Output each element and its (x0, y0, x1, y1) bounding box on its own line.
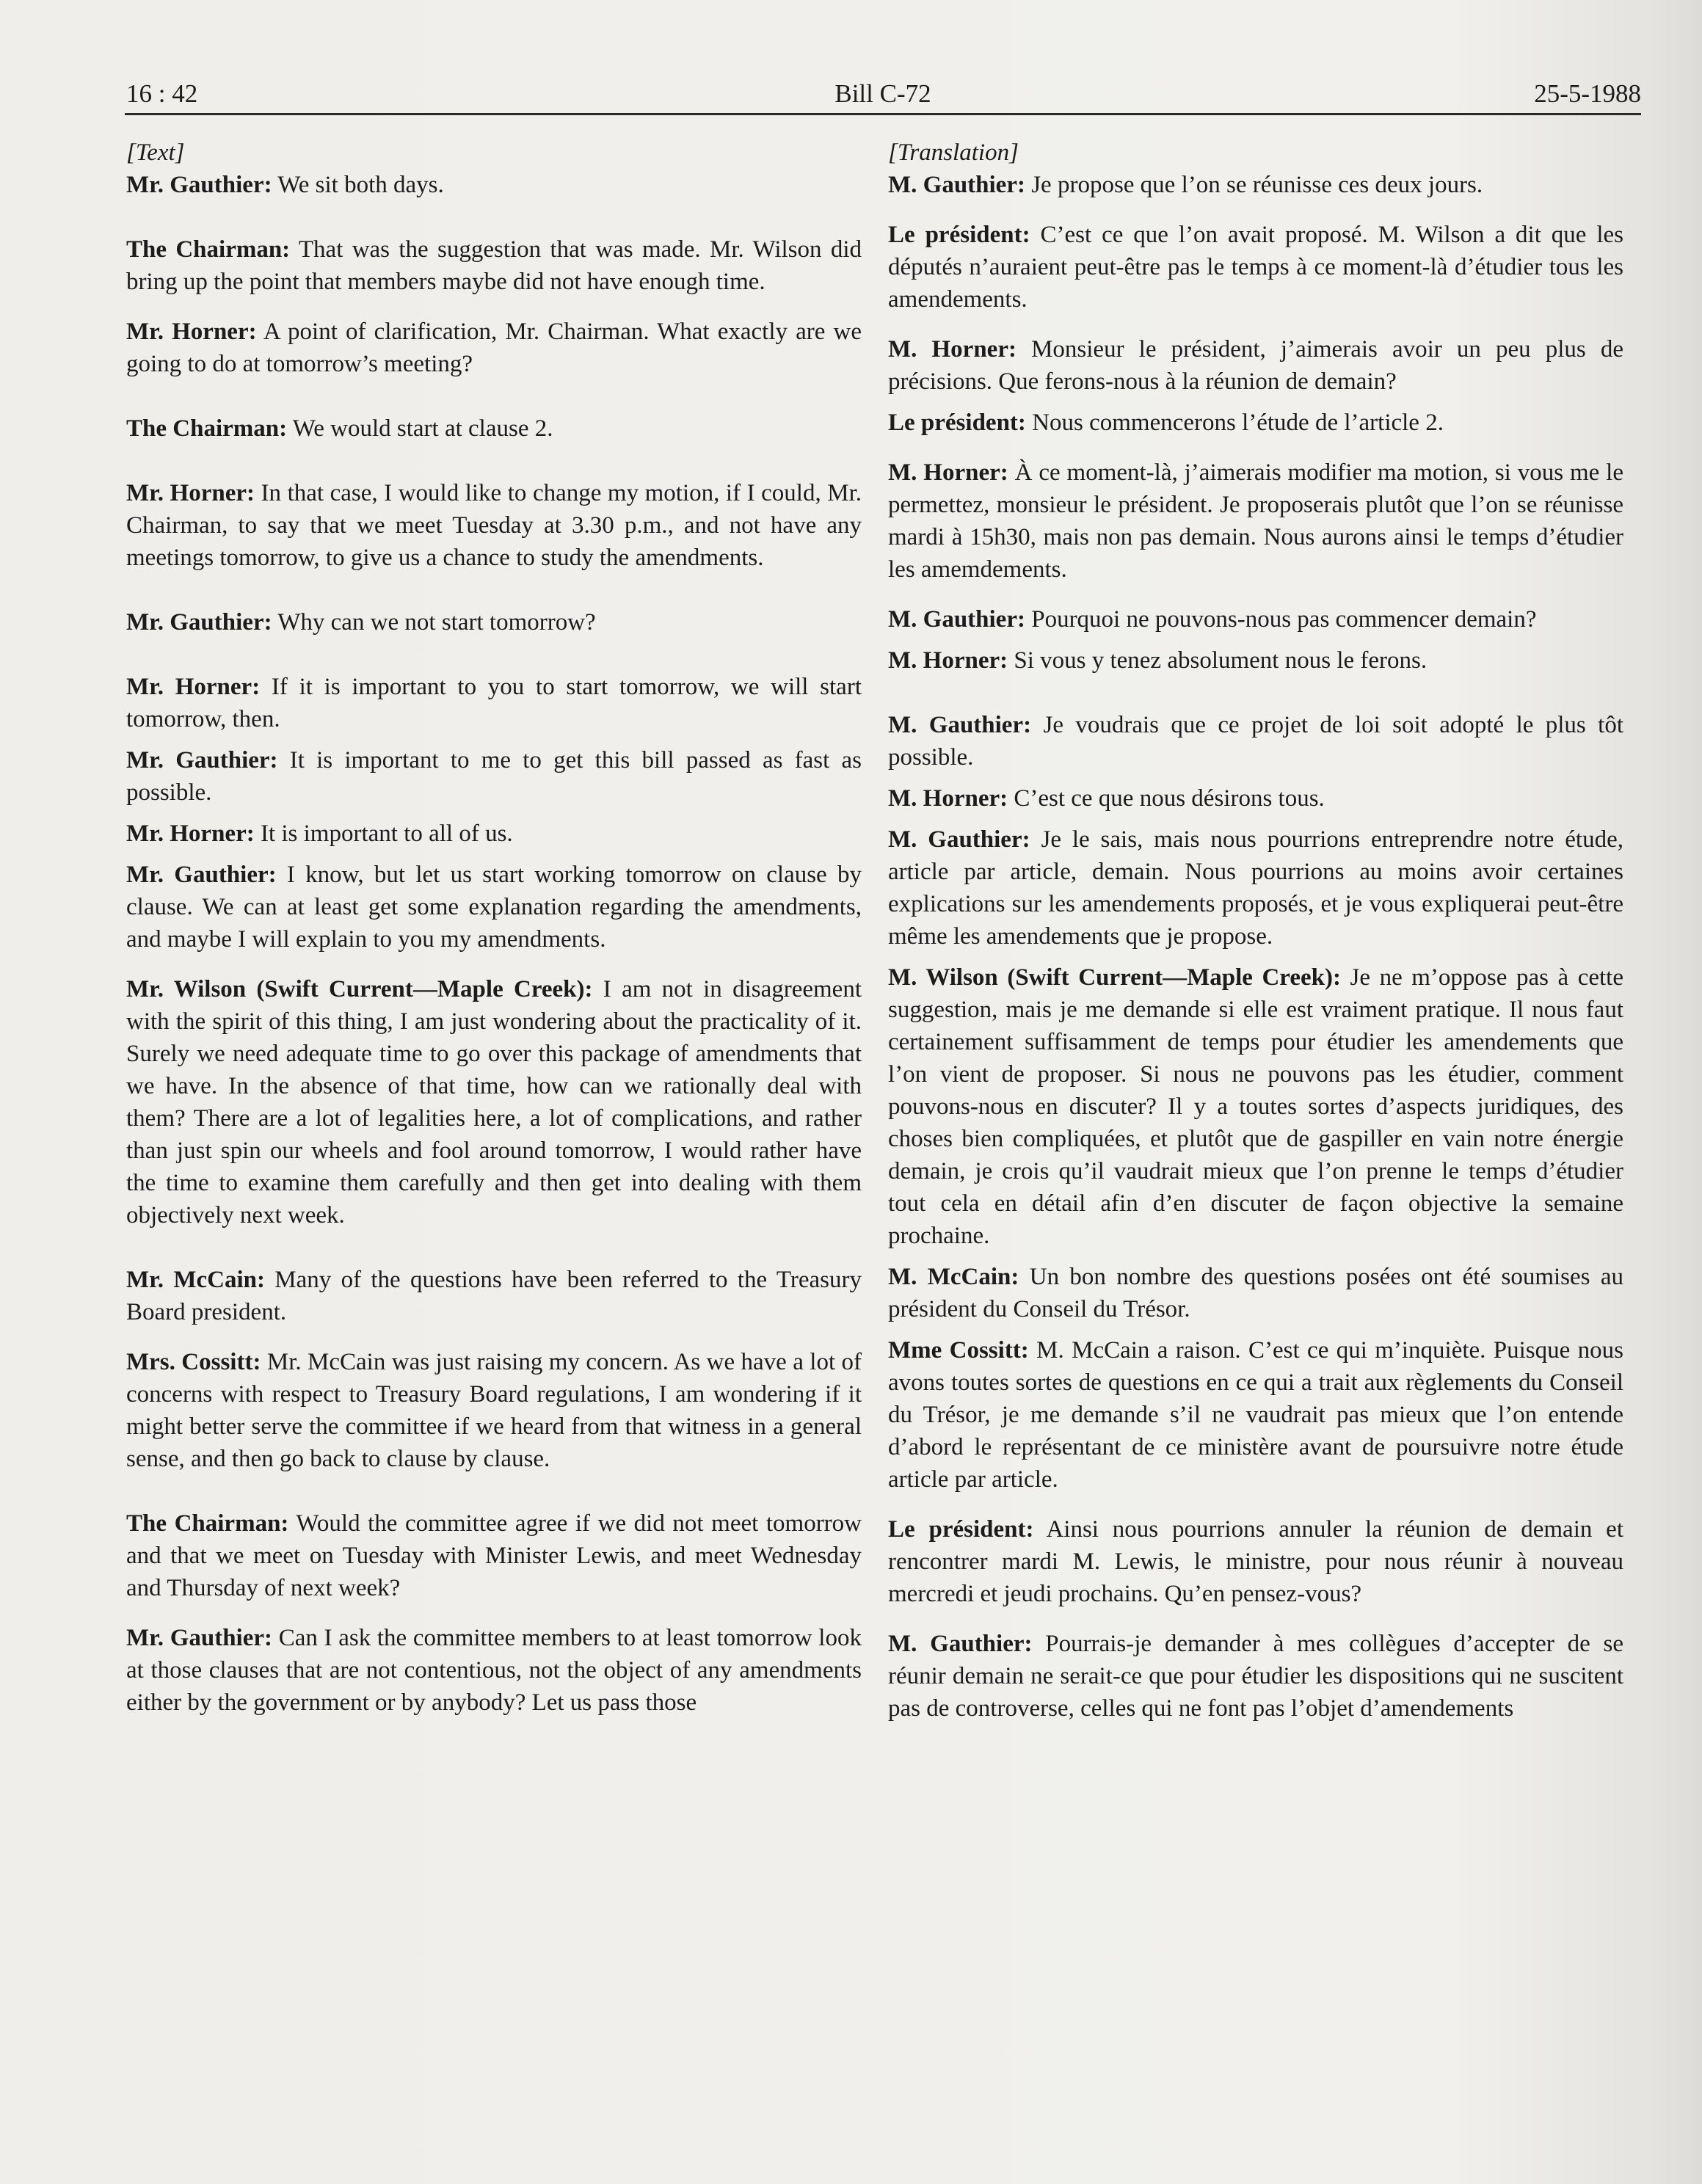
speech-text: Mr. McCain was just raising my concern. As we have a lot of concerns with respect to Treasury Board regulations, I am wondering if it might better serve the committee if we heard from that witness in a general sense, and then go back to clause by clause. (126, 1349, 862, 1472)
paragraph (888, 644, 1623, 677)
speech-text: In that case, I would like to change my motion, if I could, Mr. Chairman, to say that we meet Tuesday at 3.30 p.m., and not have any meetings tomorrow, to give us a chance to study the amendments. (126, 480, 862, 571)
speech-text: It is important to me to get this bill passed as fast as possible. (126, 747, 862, 806)
speech-text: Would the committee agree if we did not meet tomorrow and that we meet on Tuesday with Minister Lewis, and meet Wednesday and Thursday of next week? (126, 1510, 862, 1601)
speech-text: Un bon nombre des questions posées ont été soumises au président du Conseil du Trésor. (888, 1264, 1623, 1322)
paragraph (888, 709, 1623, 774)
speech-text: Why can we not start tomorrow? (272, 609, 596, 636)
speaker-name: Mr. Gauthier: (126, 1625, 273, 1651)
speaker-name: Mr. Horner: (126, 318, 257, 345)
speaker-name: Le président: (888, 222, 1030, 248)
speaker-name: Le président: (888, 1516, 1034, 1543)
paragraph (126, 606, 862, 638)
speaker-name: M. Gauthier: (888, 606, 1025, 633)
paragraph (888, 823, 1623, 953)
paragraph (888, 333, 1623, 398)
section-label-translation: [Translation] (888, 139, 1019, 166)
paragraph (888, 1513, 1623, 1610)
paragraph (126, 233, 862, 298)
french-column (888, 136, 1623, 1725)
speaker-name: M. Gauthier: (888, 1631, 1033, 1657)
speaker-name: Mr. Gauthier: (126, 747, 278, 774)
speech-text: Je le sais, mais nous pourrions entreprendre notre étude, article par article, demain. Nous pourrions au moins avoir certaines explications sur les amendements proposés, et je vous expliquerai peut-être même les amendements que je propose. (888, 826, 1623, 950)
paragraph (888, 1261, 1623, 1325)
section-label-text: [Text] (126, 139, 185, 166)
speech-text: A point of clarification, Mr. Chairman. What exactly are we going to do at tomorrow’s meeting? (126, 318, 862, 377)
speech-text: We would start at clause 2. (287, 415, 553, 442)
speaker-name: M. Horner: (888, 336, 1017, 363)
speaker-name: Mr. Horner: (126, 820, 255, 847)
speech-text: I am not in disagreement with the spirit of this thing, I am just wondering about the practicality of it. Surely we need adequate time to go over this package of amendments that we have. In the absence of that time, how can we rationally deal with them? There are a lot of legalities here, a lot of complications, and rather than just spin our wheels and fool around tomorrow, I would rather have the time to examine them carefully and then get into dealing with them objectively next week. (126, 976, 862, 1228)
speaker-name: Mr. Gauthier: (126, 172, 272, 198)
speech-text: M. McCain a raison. C’est ce qui m’inquiète. Puisque nous avons toutes sortes de questions en ce qui a trait aux règlements du Conseil du Trésor, je me demande s’il ne vaudrait pas mieux que l’on entende d’abord le représentant de ce ministère avant de poursuivre notre étude article par article. (888, 1337, 1623, 1493)
page-date: 25-5-1988 (1534, 79, 1641, 108)
speaker-name: M. Gauthier: (888, 712, 1032, 738)
paragraph (888, 456, 1623, 586)
paragraph (888, 1334, 1623, 1496)
paragraph (888, 169, 1623, 201)
speaker-name: Mr. Wilson (Swift Current—Maple Creek): (126, 976, 593, 1002)
speaker-name: Mr. Gauthier: (126, 609, 272, 636)
paragraph (126, 671, 862, 735)
speaker-name: Mrs. Cossitt: (126, 1349, 261, 1375)
paragraph (888, 782, 1623, 815)
speech-text: Monsieur le président, j’aimerais avoir un peu plus de précisions. Que ferons-nous à la réunion de demain? (888, 336, 1624, 395)
speaker-name: The Chairman: (126, 1510, 289, 1537)
speaker-name: M. Horner: (888, 785, 1008, 812)
speaker-name: Le président: (888, 410, 1026, 436)
speaker-name: Mr. Horner: (126, 674, 261, 700)
speaker-name: The Chairman: (126, 236, 291, 263)
paragraph (126, 859, 862, 956)
paragraph (126, 1264, 862, 1328)
speech-text: Many of the questions have been referred to the Treasury Board president. (126, 1267, 862, 1325)
paragraph (888, 407, 1623, 439)
speech-text: Je propose que l’on se réunisse ces deux jours. (1025, 172, 1483, 198)
page-number: 16 : 42 (126, 79, 198, 108)
speech-text: Ainsi nous pourrions annuler la réunion de demain et rencontrer mardi M. Lewis, le ministre, pour nous réunir à nouveau mercredi et jeudi prochains. Qu’en pensez-vous? (888, 1516, 1623, 1607)
paragraph (888, 1628, 1623, 1725)
speaker-name: M. McCain: (888, 1264, 1019, 1290)
paragraph (126, 169, 862, 201)
speech-text: Nous commencerons l’étude de l’article 2. (1025, 410, 1444, 436)
speaker-name: M. Horner: (888, 459, 1008, 486)
speech-text: Je ne m’oppose pas à cette suggestion, mais je me demande si elle est vraiment pratique. Il nous faut certainement suffisamment de temps pour étudier les amendements que l’on vient de proposer. Si nous ne pouvons pas les étudier, comment pouvons-nous en discuter? Il y a toutes sortes d’aspects juridiques, des choses bien compliquées, et plutôt que de gaspiller en vain notre énergie demain, je crois qu’il vaudrait mieux que l’on prenne le temps d’étudier tout cela en détail afin d’en discuter de façon objective la semaine prochaine. (888, 964, 1623, 1249)
speech-text: C’est ce que nous désirons tous. (1008, 785, 1325, 812)
paragraph (126, 477, 862, 574)
paragraph (126, 1507, 862, 1604)
speaker-name: M. Gauthier: (888, 172, 1025, 198)
speech-text: I know, but let us start working tomorrow on clause by clause. We can at least get some explanation regarding the amendments, and maybe I will explain to you my amendments. (126, 862, 862, 953)
paragraph (126, 412, 862, 445)
speech-text: If it is important to you to start tomorrow, we will start tomorrow, then. (126, 674, 862, 732)
speech-text: Je voudrais que ce projet de loi soit adopté le plus tôt possible. (888, 712, 1623, 771)
paragraph (126, 316, 862, 380)
speaker-name: The Chairman: (126, 415, 288, 442)
speech-text: Can I ask the committee members to at least tomorrow look at those clauses that are not contentious, not the object of any amendments either by the government or by anybody? Let us pass those (126, 1625, 862, 1716)
paragraph (126, 818, 862, 850)
speaker-name: Mr. Horner: (126, 480, 255, 506)
paragraph (888, 961, 1623, 1252)
paragraph (126, 1622, 862, 1719)
speech-text: That was the suggestion that was made. Mr. Wilson did bring up the point that members maybe did not have enough time. (126, 236, 862, 295)
paragraph (888, 603, 1623, 636)
speech-text: It is important to all of us. (254, 820, 513, 847)
speech-text: À ce moment-là, j’aimerais modifier ma motion, si vous me le permettez, monsieur le président. Je proposerais plutôt que l’on se réunisse mardi à 15h30, mais non pas demain. Nous aurons ainsi le temps d’étudier les amemdements. (888, 459, 1623, 583)
paragraph (126, 1346, 862, 1475)
paragraph (126, 744, 862, 809)
speaker-name: M. Horner: (888, 647, 1008, 674)
english-column (126, 136, 862, 1719)
speech-text: Si vous y tenez absolument nous le ferons. (1008, 647, 1428, 674)
speech-text: Pourquoi ne pouvons-nous pas commencer demain? (1025, 606, 1537, 633)
speaker-name: Mr. McCain: (126, 1267, 265, 1293)
paragraph (888, 219, 1623, 316)
speaker-name: M. Wilson (Swift Current—Maple Creek): (888, 964, 1341, 991)
speaker-name: Mme Cossitt: (888, 1337, 1029, 1364)
speech-text: C’est ce que l’on avait proposé. M. Wilson a dit que les députés n’auraient peut-être pas le temps à ce moment-là d’étudier tous les amendements. (888, 222, 1624, 313)
speech-text: We sit both days. (272, 172, 444, 198)
speech-text: Pourrais-je demander à mes collègues d’accepter de se réunir demain ne serait-ce que pour étudier les dispositions qui ne suscitent pas de controverse, celles qui ne font pas l’objet d’amendements (888, 1631, 1623, 1722)
page-header (125, 72, 1641, 115)
paragraph (126, 973, 862, 1231)
speaker-name: Mr. Gauthier: (126, 862, 277, 888)
speaker-name: M. Gauthier: (888, 826, 1030, 853)
bill-title: Bill C-72 (834, 79, 931, 108)
